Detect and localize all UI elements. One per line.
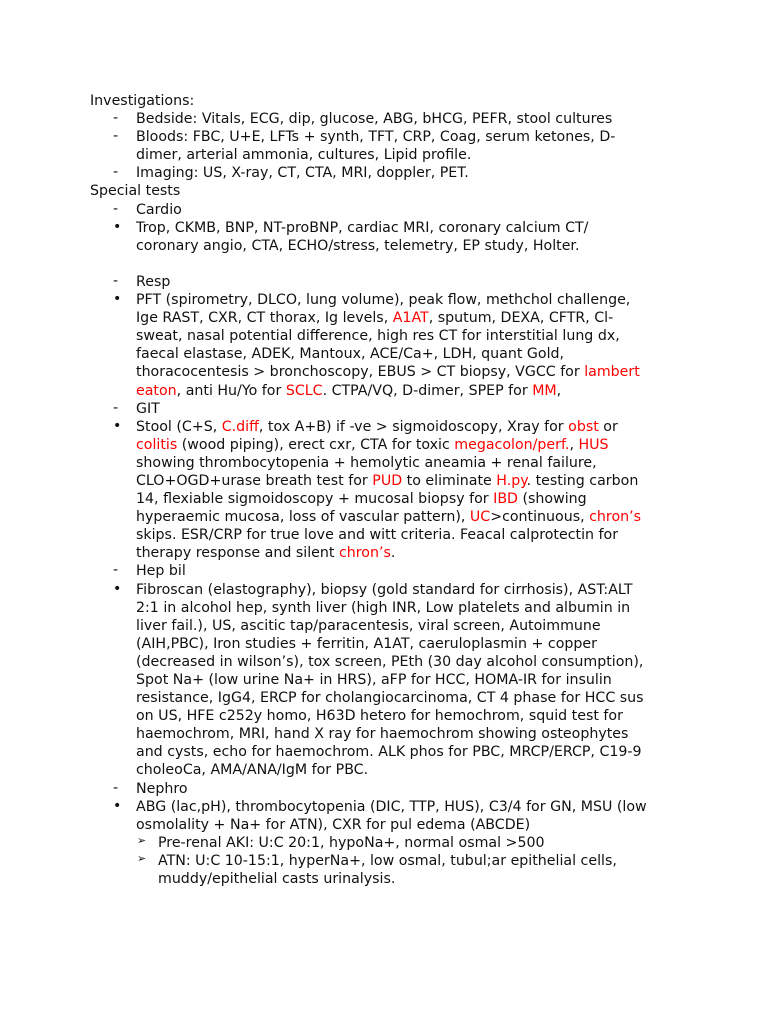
text-segment: coronary angio, CTA, ECHO/stress, telemetry, EP study, Holter. (136, 237, 580, 254)
section-heading (90, 201, 690, 219)
investigation-item (90, 128, 690, 164)
dash-marker: - (113, 399, 119, 416)
text-segment: , anti Hu/Yo for (176, 382, 286, 399)
text-line (136, 490, 690, 508)
section-title: Resp (136, 273, 171, 290)
text-line (136, 327, 690, 345)
text-line (136, 617, 690, 635)
text-line (136, 544, 690, 562)
highlighted-term: H.py (496, 472, 527, 489)
sub-item (90, 852, 690, 888)
text-segment: to eliminate (402, 472, 497, 489)
investigation-line: Bloods: FBC, U+E, LFTs + synth, TFT, CRP, Coag, serum ketones, D- (136, 129, 616, 146)
text-line (136, 798, 690, 816)
highlighted-term: IBD (493, 491, 518, 508)
dash-marker: - (113, 110, 119, 127)
text-segment: . testing carbon (526, 472, 639, 489)
section-bullet (90, 581, 690, 780)
section-bullet (90, 291, 690, 400)
text-segment: faecal elastase, ADEK, Mantoux, ACE/Ca+, LDH, quant Gold, (136, 346, 565, 363)
highlighted-term: obst (568, 418, 599, 435)
highlighted-term: C.diff (221, 418, 259, 435)
special-tests-heading: Special tests (90, 183, 181, 200)
investigation-line: Imaging: US, X-ray, CT, CTA, MRI, doppler, PET. (136, 165, 469, 182)
text-segment: liver fail.), US, ascitic tap/paracentesis, viral screen, Autoimmune (136, 617, 601, 634)
bullet-marker: • (113, 797, 122, 814)
text-segment: therapy response and silent (136, 545, 339, 562)
investigations-list (90, 110, 690, 182)
text-segment: PFT (spirometry, DLCO, lung volume), peak flow, methchol challenge, (136, 292, 631, 309)
text-segment: and cysts, echo for haemochrom. ALK phos for PBC, MRCP/ERCP, C19-9 (136, 744, 642, 761)
text-line (136, 363, 690, 381)
text-segment: ABG (lac,pH), thrombocytopenia (DIC, TTP, HUS), C3/4 for GN, MSU (low (136, 798, 647, 815)
highlighted-term: A1AT (392, 310, 429, 327)
section-title: GIT (136, 400, 160, 417)
highlighted-term: chron’s (338, 545, 391, 562)
investigation-item (90, 110, 690, 128)
investigation-item (90, 164, 690, 182)
bullet-marker: • (113, 580, 122, 597)
text-line (136, 599, 690, 617)
bullet-marker: • (113, 417, 122, 434)
text-segment: sweat, nasal potential difference, high res CT for interstitial lung dx, (136, 328, 620, 345)
text-segment: Trop, CKMB, BNP, NT-proBNP, cardiac MRI, coronary calcium CT/ (136, 219, 589, 236)
blank-spacer (90, 255, 690, 273)
highlighted-term: lambert (584, 364, 640, 381)
section-heading (90, 780, 690, 798)
section-bullet (90, 418, 690, 563)
section-heading (90, 562, 690, 580)
dash-marker: - (113, 562, 119, 579)
text-segment: (AIH,PBC), Iron studies + ferritin, A1AT, caeruloplasmin + copper (136, 635, 597, 652)
text-segment: , tox A+B) if -ve > sigmoidoscopy, Xray for (258, 418, 569, 435)
text-segment: choleoCa, AMA/ANA/IgM for PBC. (136, 762, 369, 779)
text-line (136, 816, 690, 834)
text-line (136, 472, 690, 490)
text-segment: osmolality + Na+ for ATN), CXR for pul edema (ABCDE) (136, 816, 531, 833)
highlighted-term: eaton (136, 382, 177, 399)
highlighted-term: MM (532, 382, 557, 399)
text-line (136, 635, 690, 653)
text-line (136, 526, 690, 544)
highlighted-term: SCLC (285, 382, 323, 399)
highlighted-term: PUD (372, 472, 403, 489)
text-line (136, 219, 690, 237)
text-segment: skips. ESR/CRP for true love and witt criteria. Feacal calprotectin for (136, 527, 619, 544)
highlighted-term: colitis (136, 436, 178, 453)
text-line (136, 761, 690, 779)
bullet-marker: • (113, 291, 122, 308)
arrow-marker: ➢ (137, 833, 147, 847)
text-segment: 14, flexiable sigmoidoscopy + mucosal biopsy for (136, 491, 494, 508)
section-heading (90, 273, 690, 291)
text-line (136, 689, 690, 707)
section-bullet (90, 219, 690, 255)
text-line (136, 508, 690, 526)
text-line (136, 707, 690, 725)
dash-marker: - (113, 164, 119, 181)
text-line (136, 743, 690, 761)
section-bullet (90, 798, 690, 834)
document-page (90, 92, 690, 888)
text-segment: , sputum, DEXA, CFTR, Cl- (428, 310, 614, 327)
highlighted-term: UC (469, 509, 491, 526)
investigations-heading: Investigations: (90, 93, 195, 109)
text-segment: 2:1 in alcohol hep, synth liver (high INR, Low platelets and albumin in (136, 599, 631, 616)
text-segment: . (390, 545, 396, 562)
text-segment: showing thrombocytopenia + hemolytic aneamia + renal failure, (136, 454, 597, 471)
bullet-marker: • (113, 218, 122, 235)
section-title: Hep bil (136, 563, 186, 580)
highlighted-term: megacolon/perf. (454, 436, 570, 453)
sub-item-line: ATN: U:C 10-15:1, hyperNa+, low osmal, tubul;ar epithelial cells, (158, 852, 617, 869)
text-segment: haemochrom, MRI, hand X ray for haemochrom showing osteophytes (136, 726, 629, 743)
text-line (136, 309, 690, 327)
text-line (136, 291, 690, 309)
text-segment: resistance, IgG4, ERCP for cholangiocarcinoma, CT 4 phase for HCC sus (136, 690, 644, 707)
text-line (136, 653, 690, 671)
text-segment: >continuous, (490, 509, 590, 526)
text-segment: (showing (517, 491, 587, 508)
sub-item (90, 834, 690, 852)
text-segment: . CTPA/VQ, D-dimer, SPEP for (322, 382, 533, 399)
text-segment: hyperaemic mucosa, loss of vascular pattern), (136, 509, 470, 526)
section-heading (90, 400, 690, 418)
arrow-marker: ➢ (137, 851, 147, 865)
text-segment: or (598, 418, 618, 435)
text-line (136, 418, 690, 436)
text-segment: , (556, 382, 562, 399)
section-title: Nephro (136, 780, 188, 797)
text-segment: (decreased in wilson’s), tox screen, PEth (30 day alcohol consumption), (136, 653, 644, 670)
text-line (136, 581, 690, 599)
text-segment: thoracocentesis > bronchoscopy, EBUS > CT biopsy, VGCC for (136, 364, 585, 381)
special-tests-sections (90, 201, 690, 889)
investigation-line: Bedside: Vitals, ECG, dip, glucose, ABG, bHCG, PEFR, stool cultures (136, 111, 613, 128)
text-segment: , (569, 436, 579, 453)
text-line (136, 454, 690, 472)
text-line (136, 382, 690, 400)
text-segment: Fibroscan (elastography), biopsy (gold standard for cirrhosis), AST:ALT (136, 581, 633, 598)
investigation-line: dimer, arterial ammonia, cultures, Lipid profile. (136, 147, 472, 164)
text-segment: Spot Na+ (low urine Na+ in HRS), aFP for HCC, HOMA-IR for insulin (136, 672, 612, 688)
text-segment: on US, HFE c252y homo, H63D hetero for hemochrom, squid test for (136, 708, 623, 725)
text-line (136, 436, 690, 454)
section-title: Cardio (136, 201, 182, 218)
text-segment: Stool (C+S, (136, 418, 222, 435)
text-line (136, 671, 690, 689)
dash-marker: - (113, 272, 119, 289)
text-line (136, 345, 690, 363)
text-line (136, 237, 690, 255)
text-segment: Ige RAST, CXR, CT thorax, Ig levels, (136, 310, 393, 327)
sub-item-line: muddy/epithelial casts urinalysis. (158, 871, 396, 888)
highlighted-term: HUS (578, 436, 609, 453)
text-line (136, 725, 690, 743)
dash-marker: - (113, 200, 119, 217)
sub-item-line: Pre-renal AKI: U:C 20:1, hypoNa+, normal osmal >500 (158, 834, 545, 851)
text-segment: (wood piping), erect cxr, CTA for toxic (177, 436, 455, 453)
dash-marker: - (113, 128, 119, 145)
highlighted-term: chron’s (589, 509, 642, 526)
text-segment: CLO+OGD+urase breath test for (136, 472, 373, 489)
dash-marker: - (113, 779, 119, 796)
